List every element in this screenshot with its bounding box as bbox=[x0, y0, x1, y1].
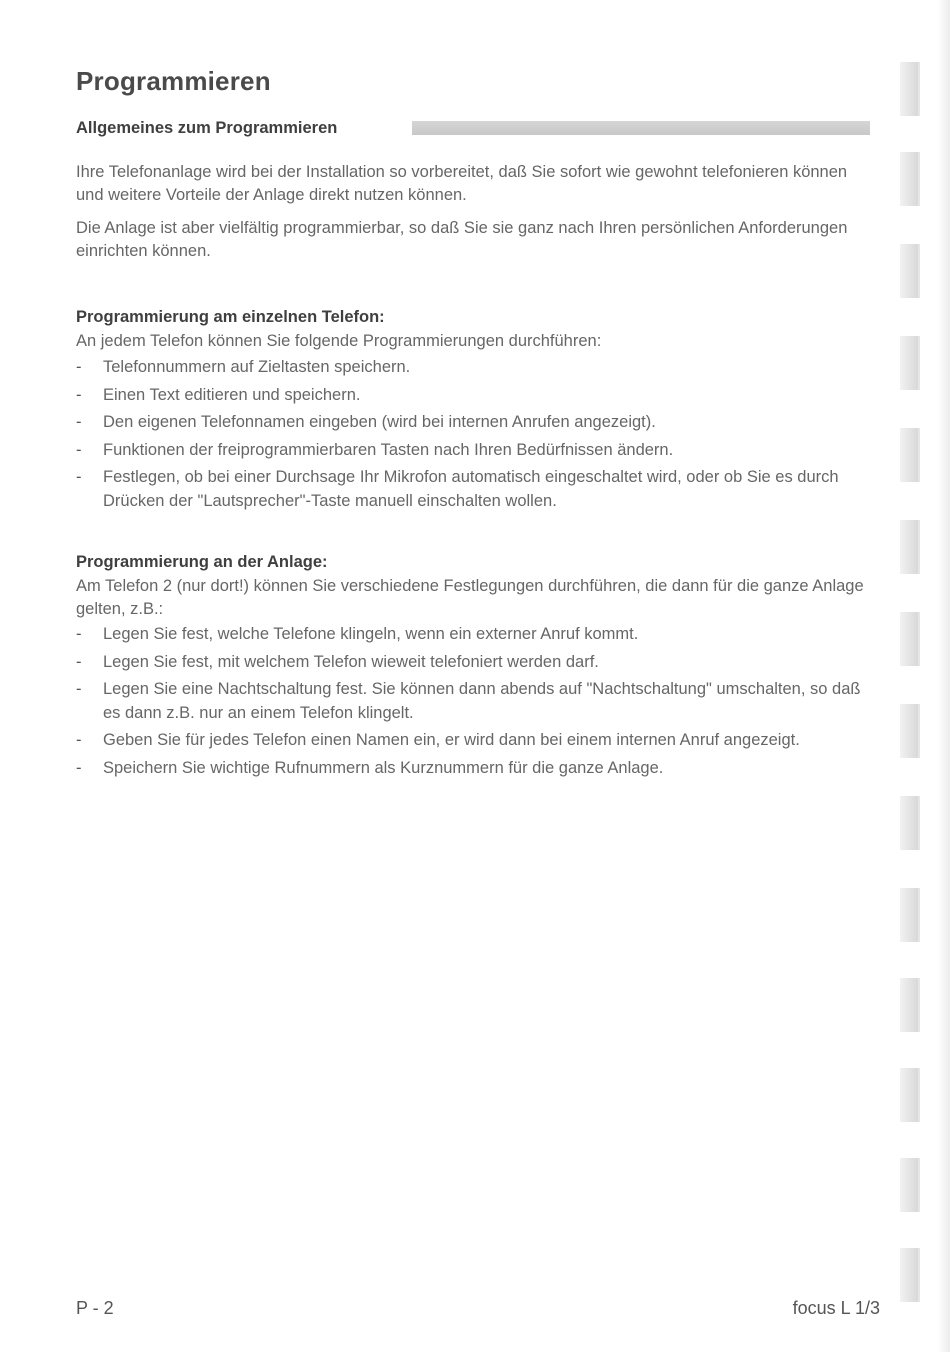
thumb-tab bbox=[900, 888, 920, 942]
subheading-system-programming: Programmierung an der Anlage: bbox=[76, 553, 328, 571]
section-heading-label: Allgemeines zum Programmieren bbox=[76, 119, 338, 137]
thumb-tab bbox=[900, 244, 920, 298]
list-item: - Legen Sie fest, welche Telefone klingeln, wenn ein externer Anruf kommt. bbox=[76, 623, 876, 647]
page-edge bbox=[938, 0, 950, 1352]
page-title: Programmieren bbox=[76, 66, 271, 96]
list-item: - Einen Text editieren und speichern. bbox=[76, 384, 876, 408]
list-item: - Legen Sie eine Nachtschaltung fest. Sie können dann abends auf "Nachtschaltung" umschalten, so daß es dann z.B. nur an einem Telefon klingelt. bbox=[76, 680, 861, 722]
section-heading-bar bbox=[412, 121, 870, 135]
product-name: focus L 1/3 bbox=[792, 1298, 880, 1318]
phone-programming-list bbox=[76, 356, 876, 517]
page-number: P - 2 bbox=[76, 1298, 114, 1318]
thumb-tab bbox=[900, 520, 920, 574]
thumb-tab bbox=[900, 1158, 920, 1212]
list-item: - Funktionen der freiprogrammierbaren Tasten nach Ihren Bedürfnissen ändern. bbox=[76, 439, 876, 463]
list-dash: - bbox=[76, 625, 82, 643]
list-dash: - bbox=[76, 652, 82, 671]
list-dash: - bbox=[76, 680, 82, 698]
list-dash: - bbox=[76, 413, 82, 431]
thumb-tab bbox=[900, 336, 920, 390]
system-programming-intro: Am Telefon 2 (nur dort!) können Sie verschiedene Festlegungen durchführen, die dann für die ganze Anlage gelten, z.B.: bbox=[76, 577, 864, 618]
list-item: - Geben Sie für jedes Telefon einen Namen ein, er wird dann bei einem internen Anruf angezeigt. bbox=[76, 729, 876, 753]
list-item: - Den eigenen Telefonnamen eingeben (wird bei internen Anrufen angezeigt). bbox=[76, 411, 876, 435]
thumb-tab bbox=[900, 1068, 920, 1122]
system-programming-list bbox=[76, 623, 876, 784]
thumb-tab bbox=[900, 1248, 920, 1302]
list-dash: - bbox=[76, 358, 82, 376]
list-dash: - bbox=[76, 440, 82, 459]
intro-paragraph-2: Die Anlage ist aber vielfältig programmierbar, so daß Sie sie ganz nach Ihren persönlichen Anforderungen einrichten können. bbox=[76, 219, 848, 260]
intro-paragraph-1: Ihre Telefonanlage wird bei der Installation so vorbereitet, daß Sie sofort wie gewohnt telefonieren können und weitere Vorteile der Anlage direkt nutzen können. bbox=[76, 163, 848, 204]
list-dash: - bbox=[76, 385, 82, 404]
list-item: - Speichern Sie wichtige Rufnummern als Kurznummern für die ganze Anlage. bbox=[76, 757, 876, 781]
thumb-tab bbox=[900, 62, 920, 116]
list-item: - Festlegen, ob bei einer Durchsage Ihr Mikrofon automatisch eingeschaltet wird, oder ob Sie es durch Drücken der "Lautsprecher"-Taste manuell einschalten wollen. bbox=[76, 468, 839, 510]
thumb-tab bbox=[900, 152, 920, 206]
list-dash: - bbox=[76, 758, 82, 777]
list-item: - Telefonnummern auf Zieltasten speichern. bbox=[76, 356, 876, 380]
thumb-tab bbox=[900, 978, 920, 1032]
list-item: - Legen Sie fest, mit welchem Telefon wieweit telefoniert werden darf. bbox=[76, 651, 876, 675]
list-dash: - bbox=[76, 731, 82, 749]
thumb-tab bbox=[900, 428, 920, 482]
thumb-tab bbox=[900, 612, 920, 666]
subheading-phone-programming: Programmierung am einzelnen Telefon: bbox=[76, 308, 385, 326]
list-dash: - bbox=[76, 468, 82, 486]
thumb-tab bbox=[900, 796, 920, 850]
section-heading-general bbox=[76, 117, 870, 139]
thumb-tab bbox=[900, 704, 920, 758]
phone-programming-intro: An jedem Telefon können Sie folgende Programmierungen durchführen: bbox=[76, 332, 602, 350]
